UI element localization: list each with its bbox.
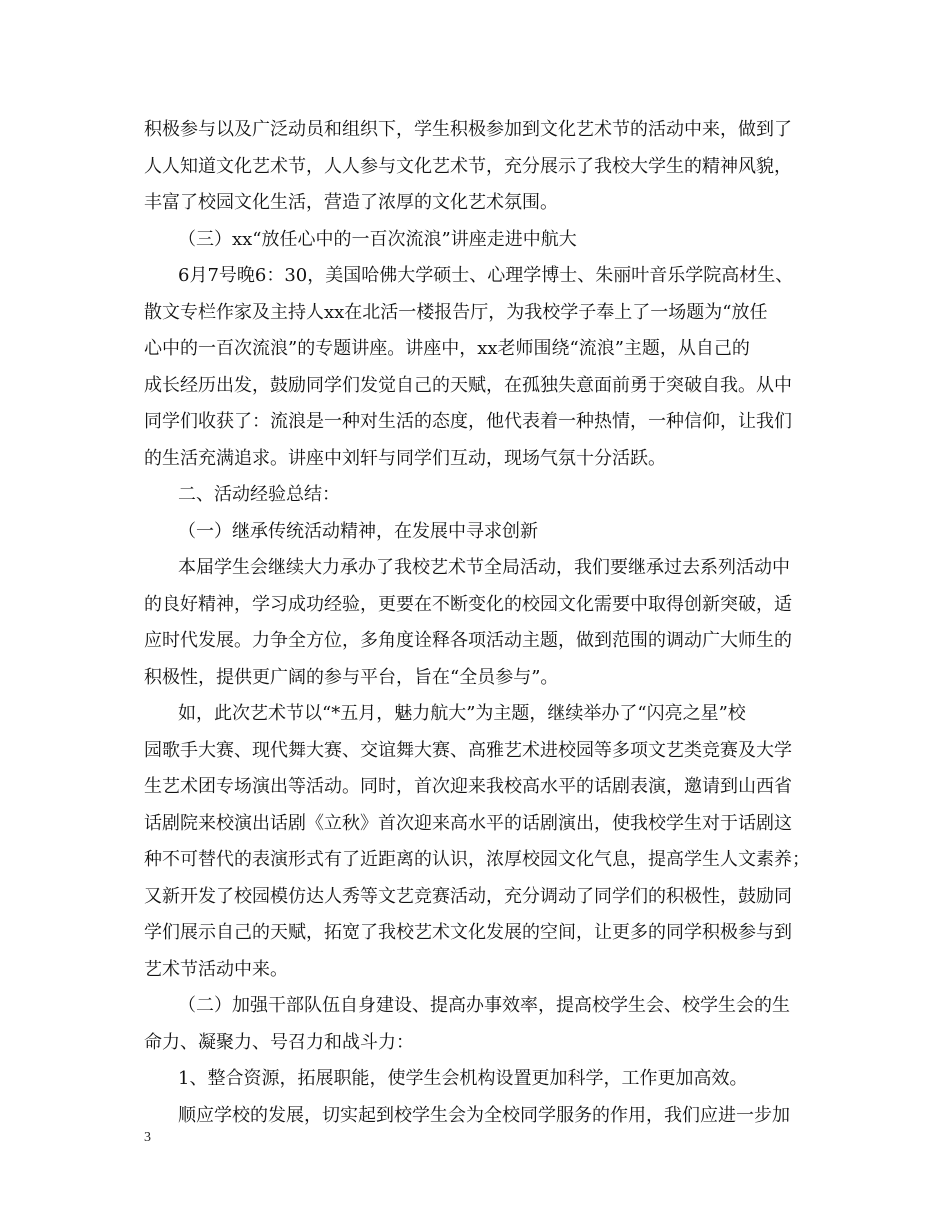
text-line: 学们展示自己的天赋，拓宽了我校艺术文化发展的空间，让更多的同学积极参与到 bbox=[144, 922, 792, 943]
text-line: 种不可替代的表演形式有了近距离的认识，浓厚校园文化气息，提高学生人文素养； bbox=[144, 849, 810, 870]
text-line: 心中的一百次流浪”的专题讲座。讲座中，xx老师围绕“流浪”主题，从自己的 bbox=[144, 338, 750, 359]
text-line: 成长经历出发，鼓励同学们发觉自己的天赋，在孤独失意面前勇于突破自我。从中 bbox=[144, 374, 792, 396]
text-line: 话剧院来校演出话剧《立秋》首次迎来高水平的话剧演出，使我校学生对于话剧这 bbox=[144, 812, 792, 834]
text-line: 的生活充满追求。讲座中刘轩与同学们互动，现场气氛十分活跃。 bbox=[144, 447, 666, 469]
text-line: 积极性，提供更广阔的参与平台，旨在“全员参与”。 bbox=[144, 666, 559, 688]
text-line: 的良好精神，学习成功经验，更要在不断变化的校园文化需要中取得创新突破，适 bbox=[144, 593, 792, 615]
text-line: （三）xx“放任心中的一百次流浪”讲座走进中航大 bbox=[178, 228, 577, 250]
text-line: 本届学生会继续大力承办了我校艺术节全局活动，我们要继承过去系列活动中 bbox=[178, 557, 790, 578]
text-line: 如，此次艺术节以“*五月，魅力航大”为主题，继续举办了“闪亮之星”校 bbox=[178, 703, 746, 724]
text-line: 应时代发展。力争全方位，多角度诠释各项活动主题，做到范围的调动广大师生的 bbox=[144, 630, 792, 651]
text-line: 1、整合资源，拓展职能，使学生会机构设置更加科学，工作更加高效。 bbox=[178, 1068, 748, 1089]
text-line: （一）继承传统活动精神，在发展中寻求创新 bbox=[178, 520, 538, 542]
text-line: （二）加强干部队伍自身建设、提高办事效率，提高校学生会、校学生会的生 bbox=[178, 995, 790, 1016]
text-line: 散文专栏作家及主持人xx在北活一楼报告厅，为我校学子奉上了一场题为“放任 bbox=[144, 301, 768, 323]
text-line: 积极参与以及广泛动员和组织下，学生积极参加到文化艺术节的活动中来，做到了 bbox=[144, 119, 792, 140]
text-line: 二、活动经验总结： bbox=[178, 484, 340, 505]
page-number: 3 bbox=[144, 1130, 151, 1145]
text-line: 同学们收获了：流浪是一种对生活的态度，他代表着一种热情，一种信仰，让我们 bbox=[144, 411, 792, 432]
text-line: 园歌手大赛、现代舞大赛、交谊舞大赛、高雅艺术进校园等多项文艺类竞赛及大学 bbox=[144, 739, 792, 761]
text-line: 6月7号晚6：30，美国哈佛大学硕士、心理学博士、朱丽叶音乐学院高材生、 bbox=[178, 265, 794, 286]
text-line: 艺术节活动中来。 bbox=[144, 958, 288, 980]
document-body bbox=[144, 112, 816, 1134]
text-line: 又新开发了校园模仿达人秀等文艺竞赛活动，充分调动了同学们的积极性，鼓励同 bbox=[144, 885, 792, 907]
text-line: 丰富了校园文化生活，营造了浓厚的文化艺术氛围。 bbox=[144, 192, 558, 213]
text-line: 生艺术团专场演出等活动。同时，首次迎来我校高水平的话剧表演，邀请到山西省 bbox=[144, 776, 792, 797]
text-line: 命力、凝聚力、号召力和战斗力： bbox=[144, 1031, 414, 1053]
text-line: 顺应学校的发展，切实起到校学生会为全校同学服务的作用，我们应进一步加 bbox=[178, 1104, 790, 1126]
text-line: 人人知道文化艺术节，人人参与文化艺术节，充分展示了我校大学生的精神风貌， bbox=[144, 155, 792, 177]
